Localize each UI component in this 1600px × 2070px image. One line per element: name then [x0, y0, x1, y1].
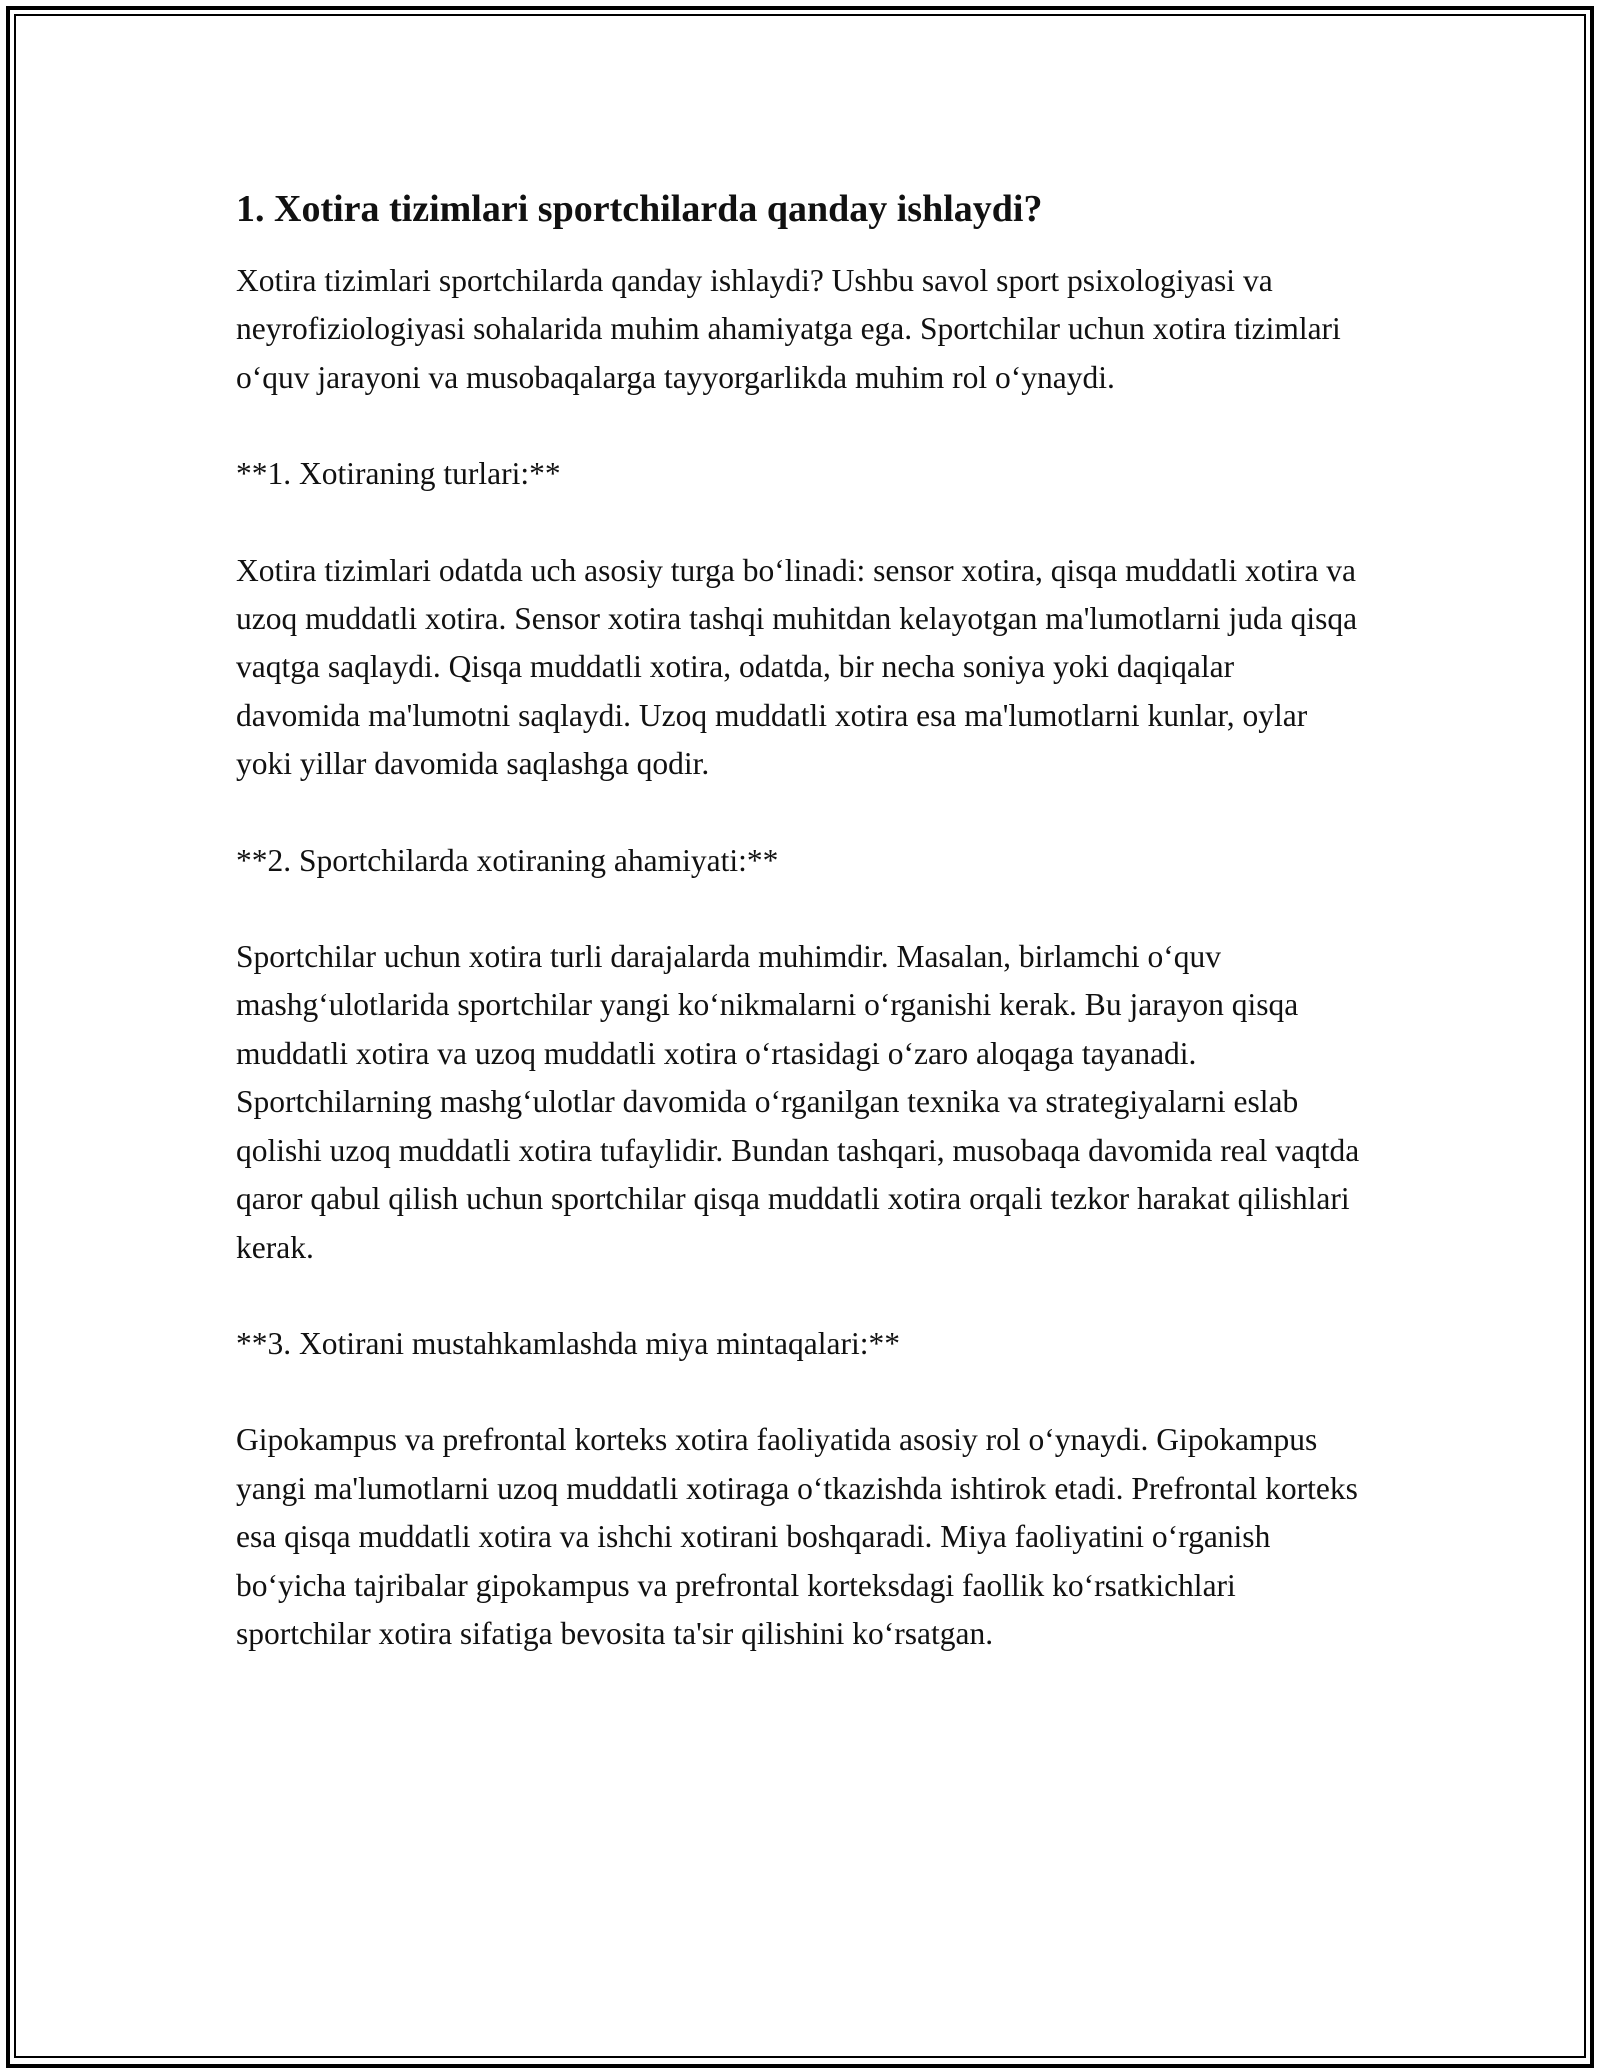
section-heading-1: **1. Xotiraning turlari:** [236, 456, 561, 492]
section-body-1: Xotira tizimlari odatda uch asosiy turga bo‘linadi: sensor xotira, qisqa muddatli xotira va uzoq muddatli xotira. Sensor xotira tashqi muhitdan kelayotgan ma'lumotlarni juda qisqa vaqtga saqlaydi. Qisqa muddatli xotira, odatda, bir necha soniya yoki daqiqalar davomida ma'lumotni saqlaydi. Uzoq muddatli xotira esa ma'lumotlarni kunlar, oylar yoki yillar davomida saqlashga qodir. [236, 552, 1358, 782]
section-heading-3: **3. Xotirani mustahkamlashda miya mintaqalari:** [236, 1325, 900, 1361]
document-title: 1. Xotira tizimlari sportchilarda qanday ishlaydi? [236, 188, 1043, 230]
section-body-3: Gipokampus va prefrontal korteks xotira faoliyatida asosiy rol o‘ynaydi. Gipokampus yangi ma'lumotlarni uzoq muddatli xotiraga o‘tkazishda ishtirok etadi. Prefrontal korteks esa qisqa muddatli xotira va ishchi xotirani boshqaradi. Miya faoliyatini o‘rganish bo‘yicha tajribalar gipokampus va prefrontal korteksdagi faollik ko‘rsatkichlari sportchilar xotira sifatiga bevosita ta'sir qilishini ko‘rsatgan. [236, 1422, 1358, 1651]
section-body-2: Sportchilar uchun xotira turli darajalarda muhimdir. Masalan, birlamchi o‘quv mashg‘ulotlarida sportchilar yangi ko‘nikmalarni o‘rganishi kerak. Bu jarayon qisqa muddatli xotira va uzoq muddatli xotira o‘rtasidagi o‘zaro aloqaga tayanadi. Sportchilarning mashg‘ulotlar davomida o‘rganilgan texnika va strategiyalarni eslab qolishi uzoq muddatli xotira tufaylidir. Bundan tashqari, musobaqa davomida real vaqtda qaror qabul qilish uchun sportchilar qisqa muddatli xotira orqali tezkor harakat qilishlari kerak. [236, 939, 1360, 1265]
intro-paragraph: Xotira tizimlari sportchilarda qanday ishlaydi? Ushbu savol sport psixologiyasi va neyrofiziologiyasi sohalarida muhim ahamiyatga ega. Sportchilar uchun xotira tizimlari o‘quv jarayoni va musobaqalarga tayyorgarlikda muhim rol o‘ynaydi. [236, 263, 1341, 395]
document-body [236, 185, 1366, 1706]
section-heading-2: **2. Sportchilarda xotiraning ahamiyati:** [236, 842, 779, 878]
